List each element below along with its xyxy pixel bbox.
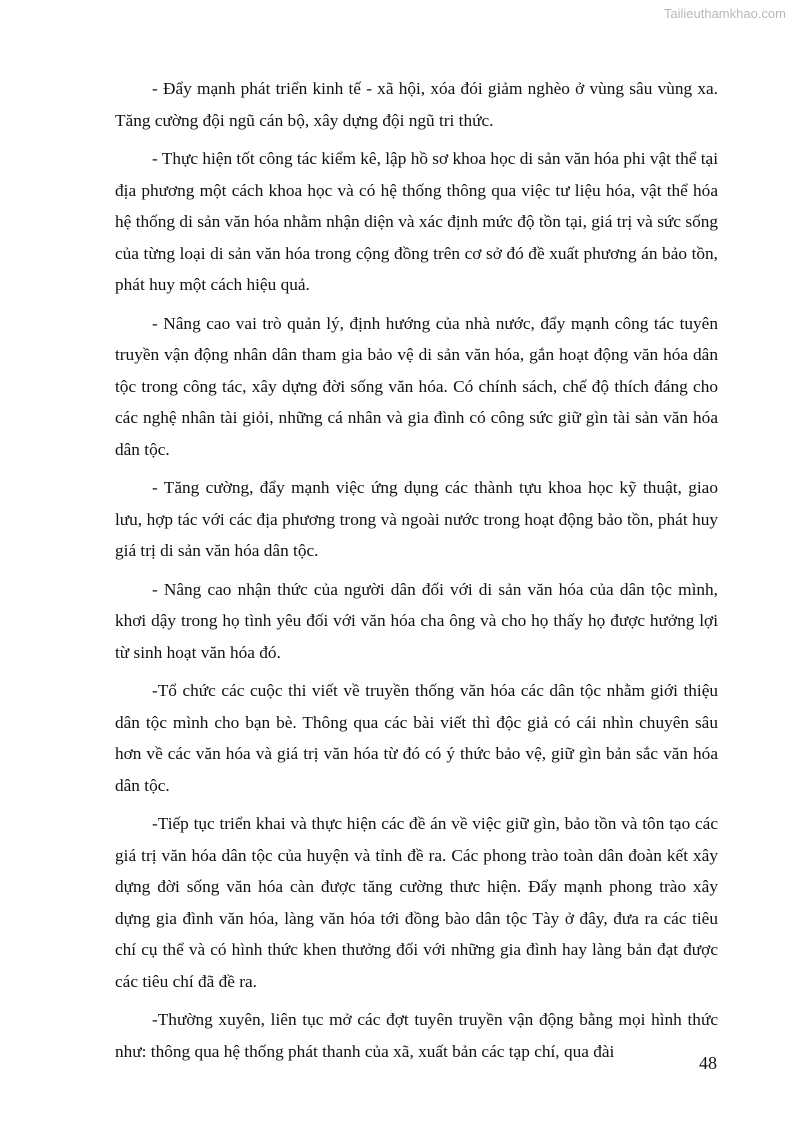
paragraph-8: -Thường xuyên, liên tục mở các đợt tuyên truyền vận động bằng mọi hình thức như: thông qua hệ thống phát thanh của xã, xuất bản các tạp chí, qua đài [115,1010,718,1061]
paragraph-2: - Thực hiện tốt công tác kiểm kê, lập hồ sơ khoa học di sản văn hóa phi vật thể tại địa phương một cách khoa học và có hệ thống thông qua việc tư liệu hóa, vật thể hóa hệ thống di sản văn hóa nhằm nhận diện và xác định mức độ tồn tại, giá trị và sức sống của từng loại di sản văn hóa trong cộng đồng trên cơ sở đó đề xuất phương án bảo tồn, phát huy một cách hiệu quả. [115,149,718,294]
paragraph-6: -Tổ chức các cuộc thi viết về truyền thống văn hóa các dân tộc nhằm giới thiệu dân tộc mình cho bạn bè. Thông qua các bài viết thì độc giả có cái nhìn chuyên sâu hơn về các văn hóa và giá trị văn hóa từ đó có ý thức bảo vệ, giữ gìn bản sắc văn hóa dân tộc. [115,681,718,795]
paragraph-1: - Đẩy mạnh phát triển kinh tế - xã hội, xóa đói giảm nghèo ở vùng sâu vùng xa. Tăng cường đội ngũ cán bộ, xây dựng đội ngũ tri thức. [115,79,718,130]
paragraph-7: -Tiếp tục triển khai và thực hiện các đề án về việc giữ gìn, bảo tồn và tôn tạo các giá trị văn hóa dân tộc của huyện và tỉnh đề ra. Các phong trào toàn dân đoàn kết xây dựng đời sống văn hóa càn được tăng cường thưc hiện. Đẩy mạnh phong trào xây dựng gia đình văn hóa, làng văn hóa tới đồng bào dân tộc Tày ở đây, đưa ra các tiêu chí cụ thể và có hình thức khen thưởng đối với những gia đình hay làng bản đạt được các tiêu chí đã đề ra. [115,814,718,991]
paragraph-4: - Tăng cường, đẩy mạnh việc ứng dụng các thành tựu khoa học kỹ thuật, giao lưu, hợp tác với các địa phương trong và ngoài nước trong hoạt động bảo tồn, phát huy giá trị di sản văn hóa dân tộc. [115,478,718,560]
paragraph-3: - Nâng cao vai trò quản lý, định hướng của nhà nước, đẩy mạnh công tác tuyên truyền vận động nhân dân tham gia bảo vệ di sản văn hóa, gắn hoạt động văn hóa dân tộc trong công tác, xây dựng đời sống văn hóa. Có chính sách, chế độ thích đáng cho các nghệ nhân tài giỏi, những cá nhân và gia đình có công sức giữ gìn tài sản văn hóa dân tộc. [115,313,718,459]
document-body [115,73,718,1074]
paragraph-5: - Nâng cao nhận thức của người dân đối với di sản văn hóa của dân tộc mình, khơi dậy trong họ tình yêu đối với văn hóa cha ông và cho họ thấy họ được hưởng lợi từ sinh hoạt văn hóa đó. [115,579,718,662]
watermark: Tailieuthamkhao.com [663,6,786,21]
page-number: 48 [699,1053,717,1073]
